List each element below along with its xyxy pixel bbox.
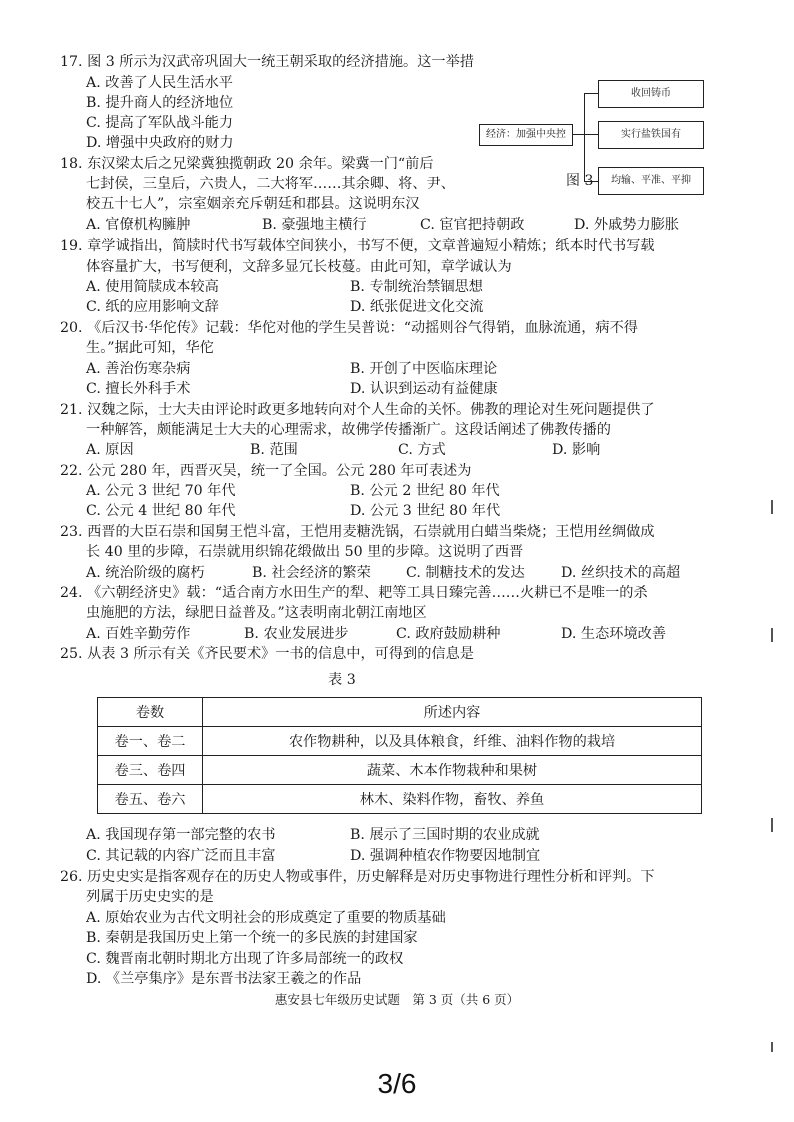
fig3-connector [572,134,584,135]
q23-option-c: C. 制糖技术的发达 [406,565,525,581]
table-cell: 农作物耕种，以及具体粮食，纤维、油料作物的栽培 [203,727,702,756]
q18-stem-line3: 校五十七人”，宗室姻亲充斥朝廷和郡县。这说明东汉 [86,196,420,212]
q21-option-a: A. 原因 [86,442,134,458]
table-header-row [98,698,702,727]
table-row [98,727,702,756]
q24-option-b: B. 农业发展进步 [244,626,349,642]
q26-stem-line1: 26. 历史史实是指客观存在的历史人物或事件，历史解释是对历史事物进行理性分析和评判。下 [60,869,655,885]
q24-option-c: C. 政府鼓励耕种 [396,626,501,642]
q19-option-d: D. 纸张促进文化交流 [350,299,484,315]
q21-option-b: B. 范围 [250,442,298,458]
q23-option-d: D. 丝织技术的高超 [561,565,681,581]
q20-stem-line2: 生。”据此可知，华佗 [86,340,214,356]
q21-option-d: D. 影响 [552,442,601,458]
q22-option-d: D. 公元 3 世纪 80 年代 [350,503,501,519]
q26-stem-line2: 列属于历史史实的是 [86,889,214,905]
scan-margin-mark [771,1042,773,1052]
table-cell: 林木、染料作物，畜牧、养鱼 [203,785,702,814]
q18-option-d: D. 外戚势力膨胀 [574,217,680,233]
q17-option-b: B. 提升商人的经济地位 [86,95,234,111]
q22-option-b: B. 公元 2 世纪 80 年代 [350,483,500,499]
table-cell: 蔬菜、木本作物栽种和果树 [203,756,702,785]
fig3-box-coinage: 收回铸币 [598,80,704,108]
q25-option-b: B. 展示了三国时期的农业成就 [350,827,540,843]
q24-stem-line1: 24. 《六朝经济史》载：“适合南方水田生产的犁、耙等工具日臻完善……火耕已不是唯一的杀 [60,585,648,601]
q25-option-c: C. 其记载的内容广泛而且丰富 [86,848,276,864]
q17-option-c: C. 提高了军队战斗能力 [86,115,234,131]
q23-stem-line1: 23. 西晋的大臣石崇和国舅王恺斗富，王恺用麦糖洗锅，石崇就用白蜡当柴烧；王恺用丝绸做成 [60,524,655,540]
table-cell: 卷五、卷六 [98,785,203,814]
fig3-center-box: 经济：加强中央控 [479,124,573,146]
q19-stem-line2: 体容量扩大，书写便利，文辞多显冗长枝蔓。由此可知，章学诚认为 [86,259,512,275]
table-3 [97,697,702,814]
q22-option-a: A. 公元 3 世纪 70 年代 [86,483,236,499]
scan-margin-mark [771,500,773,514]
q20-option-b: B. 开创了中医临床理论 [350,361,498,377]
table-3-title: 表 3 [328,672,356,688]
q20-option-a: A. 善治伤寒杂病 [86,361,191,377]
fig3-box-salt-iron: 实行盐铁国有 [598,121,704,149]
q19-option-a: A. 使用简牍成本较高 [86,279,219,295]
q19-option-b: B. 专制统治禁锢思想 [350,279,483,295]
table-cell: 卷一、卷二 [98,727,203,756]
fig3-connector [584,134,598,135]
q17-option-a: A. 改善了人民生活水平 [86,75,233,91]
q18-option-c: C. 宦官把持朝政 [420,217,525,233]
q20-stem-line1: 20. 《后汉书·华佗传》记载：华佗对他的学生吴普说：“动摇则谷气得销，血脉流通，病不得 [60,320,638,336]
table-row [98,756,702,785]
q17-stem: 17. 图 3 所示为汉武帝巩固大一统王朝采取的经济措施。这一举措 [60,54,474,70]
q17-option-d: D. 增强中央政府的财力 [86,135,234,151]
q26-option-b: B. 秦朝是我国历史上第一个统一的多民族的封建国家 [86,930,418,946]
fig3-connector [584,93,585,182]
q26-option-d: D. 《兰亭集序》是东晋书法家王羲之的作品 [86,971,362,987]
q18-option-b: B. 豪强地主横行 [262,217,367,233]
q23-stem-line2: 长 40 里的步障，石崇就用织锦花缎做出 50 里的步障。这说明了西晋 [86,544,524,560]
q18-option-a: A. 官僚机构臃肿 [86,217,191,233]
q23-option-a: A. 统治阶级的腐朽 [86,565,205,581]
table-header-cell: 卷数 [98,698,203,727]
fig3-connector [584,93,598,94]
scan-margin-mark [771,818,773,832]
scan-margin-mark [771,628,773,642]
q25-option-a: A. 我国现存第一部完整的农书 [86,827,276,843]
table-row [98,785,702,814]
q18-stem-line2: 七封侯，三皇后，六贵人，二大将军……其余卿、将、尹、 [86,176,455,192]
q19-option-c: C. 纸的应用影响文辞 [86,299,219,315]
q24-option-d: D. 生态环境改善 [561,626,667,642]
q19-stem-line1: 19. 章学诚指出，简牍时代书写载体空间狭小，书写不便，文章普遍短小精炼；纸本时代书写载 [60,238,655,254]
q21-stem-line2: 一种解答，颇能满足士大夫的心理需求，故佛学传播渐广。这段话阐述了佛教传播的 [86,422,611,438]
q25-stem: 25. 从表 3 所示有关《齐民要术》一书的信息中，可得到的信息是 [60,646,474,662]
page-indicator: 3/6 [377,1068,417,1099]
q26-option-c: C. 魏晋南北朝时期北方出现了许多局部统一的政权 [86,951,404,967]
q20-option-c: C. 擅长外科手术 [86,381,191,397]
table-header-cell: 所述内容 [203,698,702,727]
fig3-box-junshu: 均输、平准、平抑 [598,167,704,195]
fig3-caption: 图 3 [566,173,594,189]
page-footer: 惠安县七年级历史试题 第 3 页（共 6 页） [274,992,520,1007]
q21-option-c: C. 方式 [398,442,446,458]
q22-stem: 22. 公元 280 年，西晋灭吴，统一了全国。公元 280 年可表述为 [60,463,472,479]
q23-option-b: B. 社会经济的繁荣 [252,565,371,581]
q22-option-c: C. 公元 4 世纪 80 年代 [86,503,236,519]
q24-option-a: A. 百姓辛勤劳作 [86,626,191,642]
q20-option-d: D. 认识到运动有益健康 [350,381,498,397]
table-cell: 卷三、卷四 [98,756,203,785]
q25-option-d: D. 强调种植农作物要因地制宜 [350,848,541,864]
q18-stem-line1: 18. 东汉梁太后之兄梁冀独揽朝政 20 余年。梁冀一门“前后 [60,156,434,172]
q21-stem-line1: 21. 汉魏之际，士大夫由评论时政更多地转向对个人生命的关怀。佛教的理论对生死问题提供了 [60,402,655,418]
q26-option-a: A. 原始农业为古代文明社会的形成奠定了重要的物质基础 [86,910,446,926]
q24-stem-line2: 虫施肥的方法，绿肥日益普及。”这表明南北朝江南地区 [86,605,427,621]
